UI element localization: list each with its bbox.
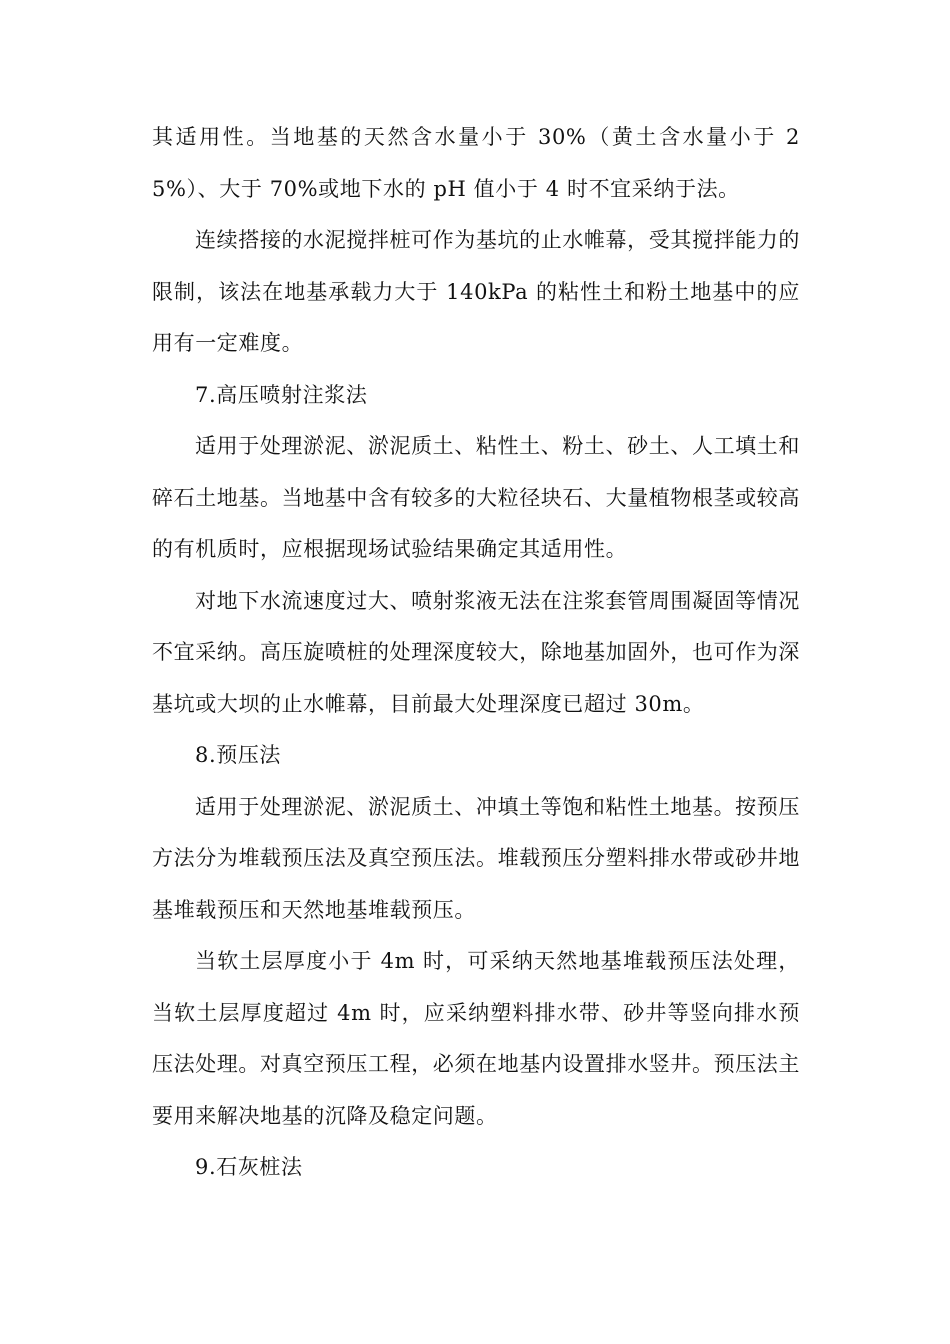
paragraph-jet-grouting-scope: 适用于处理淤泥、淤泥质土、粘性土、粉土、砂土、人工填土和碎石土地基。当地基中含有较多的大粒径块石、大量植物根茎或较高的有机质时，应根据现场试验结果确定其适用性。 <box>152 434 800 561</box>
paragraph-preloading-scope: 适用于处理淤泥、淤泥质土、冲填土等饱和粘性土地基。按预压方法分为堆载预压法及真空预压法。堆载预压分塑料排水带或砂井地基堆载预压和天然地基堆载预压。 <box>152 794 800 922</box>
document-body <box>152 112 800 1194</box>
section-heading-preloading: 8.预压法 <box>195 743 282 767</box>
paragraph-jet-grouting-limits: 对地下水流速度过大、喷射浆液无法在注浆套管周围凝固等情况不宜采纳。高压旋喷桩的处理深度较大，除地基加固外，也可作为深基坑或大坝的止水帷幕，目前最大处理深度已超过 30m。 <box>152 588 800 716</box>
paragraph-preloading-thickness: 当软土层厚度小于 4m 时，可采纳天然地基堆载预压法处理，当软土层厚度超过 4m 时，应采纳塑料排水带、砂井等竖向排水预压法处理。对真空预压工程，必须在地基内设置排水竖井。预压法主要用来解决地基的沉降及稳定问题。 <box>152 949 800 1128</box>
section-heading-jet-grouting: 7.高压喷射注浆法 <box>195 382 368 407</box>
section-heading-lime-pile: 9.石灰桩法 <box>195 1155 303 1179</box>
paragraph-continuation: 其适用性。当地基的天然含水量小于 30%（黄土含水量小于 25%）、大于 70%或地下水的 pH 值小于 4 时不宜采纳于法。 <box>152 125 800 201</box>
paragraph-cement-mixing-pile: 连续搭接的水泥搅拌桩可作为基坑的止水帷幕，受其搅拌能力的限制，该法在地基承载力大于 140kPa 的粘性土和粉土地基中的应用有一定难度。 <box>152 228 800 355</box>
